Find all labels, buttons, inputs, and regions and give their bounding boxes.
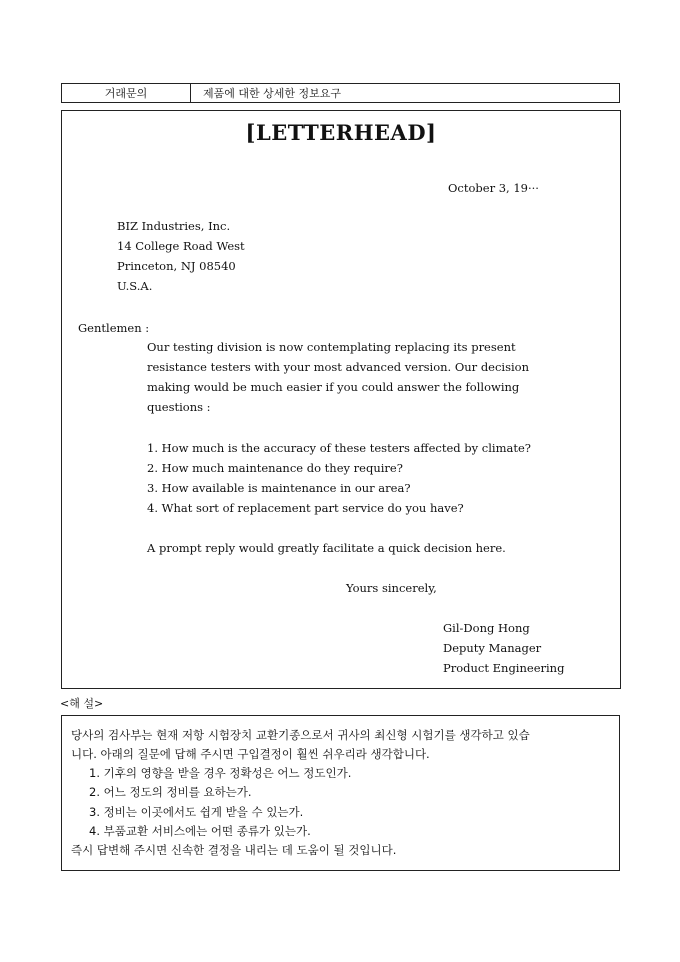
- body-line: making would be much easier if you could answer the following: [147, 380, 520, 394]
- body-paragraph: [147, 337, 539, 417]
- body-line: resistance testers with your most advanced version. Our decision: [147, 360, 530, 374]
- question-item: 1. How much is the accuracy of these testers affected by climate?: [147, 441, 531, 455]
- commentary-item: 3. 정비는 이곳에서도 쉽게 받을 수 있는가.: [89, 804, 304, 819]
- commentary-line: 당사의 검사부는 현재 저항 시험장치 교환기종으로서 귀사의 최신형 시험기를 생각하고 있습: [71, 728, 530, 742]
- address-line: Princeton, NJ 08540: [117, 259, 236, 273]
- header-bar: [61, 83, 620, 103]
- body-line: questions :: [147, 400, 211, 414]
- commentary-line: 니다. 아래의 질문에 답해 주시면 구입결정이 훨씬 쉬우리라 생각합니다.: [71, 747, 430, 762]
- commentary-items: [89, 764, 351, 841]
- signer-department: Product Engineering: [443, 661, 565, 675]
- commentary-item: 1. 기후의 영향을 받을 경우 정확성은 어느 정도인가.: [89, 766, 352, 780]
- letterhead: [LETTERHEAD]: [245, 120, 437, 145]
- letter-date: October 3, 19···: [448, 181, 539, 195]
- salutation: Gentlemen :: [78, 321, 150, 335]
- commentary-paragraph: [71, 726, 530, 765]
- body-line: Our testing division is now contemplating replacing its present: [147, 340, 516, 354]
- sign-off: Yours sincerely,: [346, 581, 437, 595]
- commentary-item: 2. 어느 정도의 정비를 요하는가.: [89, 785, 252, 800]
- address-line: U.S.A.: [117, 279, 153, 293]
- commentary-closing: 즉시 답변해 주시면 신속한 결정을 내리는 데 도움이 될 것입니다.: [71, 843, 397, 857]
- signer-title: Deputy Manager: [443, 641, 542, 655]
- recipient-address: [117, 216, 245, 296]
- question-item: 2. How much maintenance do they require?: [147, 461, 403, 475]
- signature-block: [443, 618, 564, 678]
- question-item: 4. What sort of replacement part service do you have?: [147, 501, 464, 515]
- signer-name: Gil-Dong Hong: [443, 621, 530, 635]
- commentary-item: 4. 부품교환 서비스에는 어떤 종류가 있는가.: [89, 823, 311, 838]
- address-line: BIZ Industries, Inc.: [117, 219, 231, 233]
- question-list: [147, 438, 531, 518]
- question-item: 3. How available is maintenance in our area?: [147, 481, 411, 495]
- header-category: 거래문의: [62, 84, 191, 102]
- header-subject: 제품에 대한 상세한 정보요구: [203, 87, 342, 100]
- closing-paragraph: A prompt reply would greatly facilitate a quick decision here.: [147, 541, 506, 555]
- commentary-label: <해 설>: [60, 697, 104, 710]
- address-line: 14 College Road West: [117, 239, 245, 253]
